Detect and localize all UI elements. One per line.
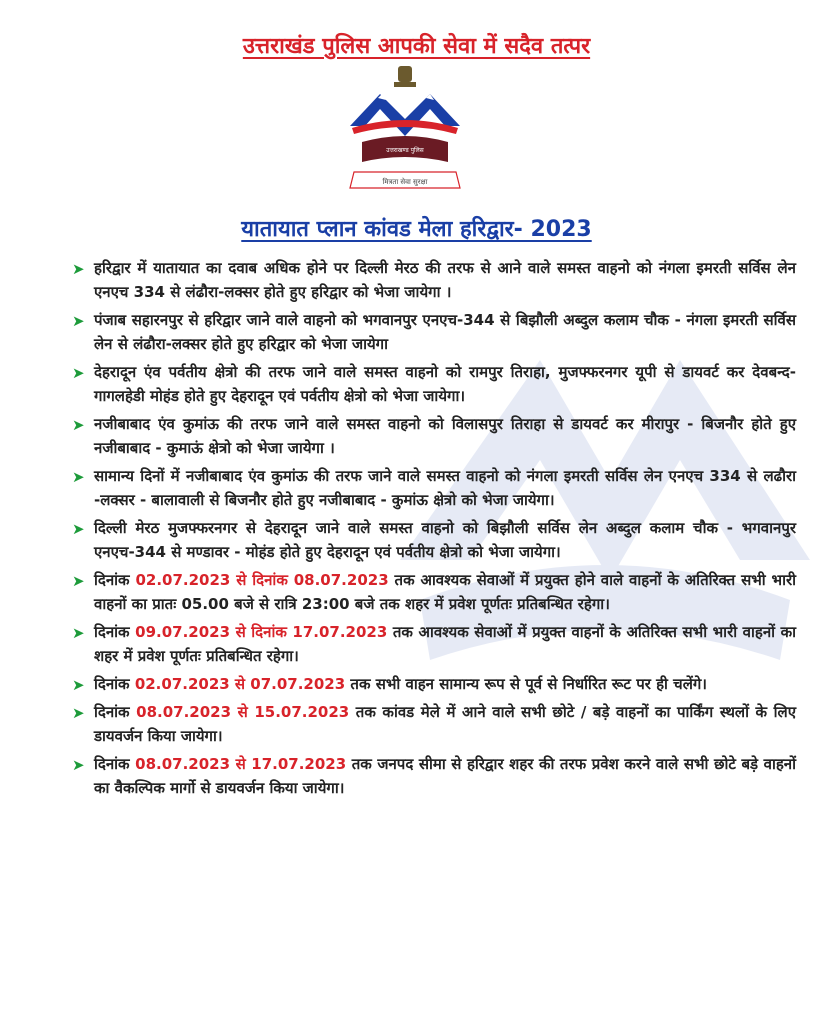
arrow-bullet-icon: ➤ <box>72 468 85 486</box>
list-item <box>66 464 796 512</box>
arrow-bullet-icon: ➤ <box>72 416 85 434</box>
point-text: तक कांवड मेले में आने वाले सभी छोटे / बड़े वाहनों का पार्किंग स्थलों के लिए डायवर्जन किया जायेगा। <box>94 703 796 745</box>
arrow-bullet-icon: ➤ <box>72 756 85 774</box>
date-range: 02.07.2023 से दिनांक <box>135 571 288 589</box>
date-range: 08.07.2023 से 15.07.2023 <box>136 703 350 721</box>
point-text: तक आवश्यक सेवाओं में प्रयुक्त होने वाले वाहनों के अतिरिक्त सभी भारी वाहनों का प्रातः 05.00 बजे से रात्रि 23:00 बजे तक शहर में प्रवेश पूर्णतः प्रतिबन्धित रहेगा। <box>94 571 797 613</box>
date-range: 09.07.2023 से दिनांक 17.07.2023 <box>135 623 388 641</box>
list-item <box>66 752 796 800</box>
ashoka-emblem-icon <box>394 66 416 87</box>
point-text: तक सभी वाहन सामान्य रूप से पूर्व से निर्धारित रूट पर ही चलेंगे। <box>345 675 707 693</box>
list-item <box>66 308 796 356</box>
arrow-bullet-icon: ➤ <box>72 520 85 538</box>
list-item <box>66 360 796 408</box>
point-text: दिल्ली मेरठ मुजफ्फरनगर से देहरादून जाने वाले समस्त वाहनो को बिझौली सर्विस लेन अब्दुल कलाम चौक - भगवानपुर एनएच-344 से मण्डावर - मोहंड होते हुए देहरादून एवं पर्वतीय क्षेत्रो को भेजा जायेगा। <box>94 519 796 561</box>
point-text: सामान्य दिनों में नजीबाबाद एंव कुमांऊ की तरफ जाने वाले समस्त वाहनो को नंगला इमरती सर्विस लेन एनएच 334 से लढौरा -लक्सर - बालावाली से बिजनौर होते हुए नजीबाबाद - कुमांऊ क्षेत्रो को भेजा जायेगा। <box>94 467 796 509</box>
document-title: यातायात प्लान कांवड मेला हरिद्वार- 2023 <box>241 217 592 242</box>
point-text: दिनांक <box>94 703 137 721</box>
date-range: 08.07.2023 से 17.07.2023 <box>135 755 347 773</box>
date-range: 02.07.2023 से 07.07.2023 <box>134 675 346 693</box>
point-text: तक आवश्यक सेवाओं में प्रयुक्त वाहनों के अतिरिक्त सभी भारी वाहनों का शहर में प्रवेश पूर्णतः प्रतिबन्धित रहेगा। <box>94 623 796 665</box>
point-text: दिनांक <box>94 623 136 641</box>
arrow-bullet-icon: ➤ <box>72 312 85 330</box>
point-text: दिनांक <box>94 755 136 773</box>
arrow-bullet-icon: ➤ <box>72 260 85 278</box>
mountain-mark-icon <box>350 94 460 136</box>
point-text: हरिद्वार में यातायात का दवाब अधिक होने पर दिल्ली मेरठ की तरफ से आने वाले समस्त वाहनो को नंगला इमरती सर्विस लेन एनएच 334 से लंढौरा-लक्सर होते हुए हरिद्वार को भेजा जायेगा । <box>94 259 796 301</box>
point-text: दिनांक <box>94 571 136 589</box>
date-range: 08.07.2023 <box>293 571 389 589</box>
arrow-bullet-icon: ➤ <box>72 624 85 642</box>
point-text: दिनांक <box>94 675 135 693</box>
logo-ribbon-text: उत्तराखण्ड पुलिस <box>386 147 424 154</box>
list-item <box>66 620 796 668</box>
arrow-bullet-icon: ➤ <box>72 676 85 694</box>
point-text: नजीबाबाद एंव कुमांऊ की तरफ जाने वाले समस्त वाहनो को विलासपुर तिराहा से डायवर्ट कर मीरापुर - बिजनौर होते हुए नजीबाबाद - कुमाऊं क्षेत्रो को भेजा जायेगा । <box>94 415 796 457</box>
arrow-bullet-icon: ➤ <box>72 572 85 590</box>
point-text: देहरादून एंव पर्वतीय क्षेत्रो की तरफ जाने वाले समस्त वाहनो को रामपुर तिराहा, मुजफ्फरनगर यूपी से डायवर्ट कर देवबन्द- गागलहेडी मोहंड होते हुए देहरादून एवं पर्वतीय क्षेत्रो को भेजा जायेगा। <box>94 363 796 405</box>
list-item <box>66 672 796 696</box>
traffic-plan-list <box>66 256 796 804</box>
arrow-bullet-icon: ➤ <box>72 704 85 722</box>
header-title: उत्तराखंड पुलिस आपकी सेवा में सदैव तत्पर <box>242 34 591 59</box>
list-item <box>66 256 796 304</box>
arrow-bullet-icon: ➤ <box>72 364 85 382</box>
list-item <box>66 568 796 616</box>
logo-motto-text: मित्रता सेवा सुरक्षा <box>382 178 428 186</box>
point-text: पंजाब सहारनपुर से हरिद्वार जाने वाले वाहनो को भगवानपुर एनएच-344 से बिझौली अब्दुल कलाम चौक - नंगला इमरती सर्विस लेन से लंढौरा-लक्सर होते हुए हरिद्वार को भेजा जायेगा <box>94 311 796 353</box>
list-item <box>66 700 796 748</box>
point-text: तक जनपद सीमा से हरिद्वार शहर की तरफ प्रवेश करने वाले सभी छोटे बड़े वाहनों का वैकल्पिक मार्गो से डायवर्जन किया जायेगा। <box>94 755 797 797</box>
list-item <box>66 412 796 460</box>
police-logo <box>340 64 470 194</box>
list-item <box>66 516 796 564</box>
